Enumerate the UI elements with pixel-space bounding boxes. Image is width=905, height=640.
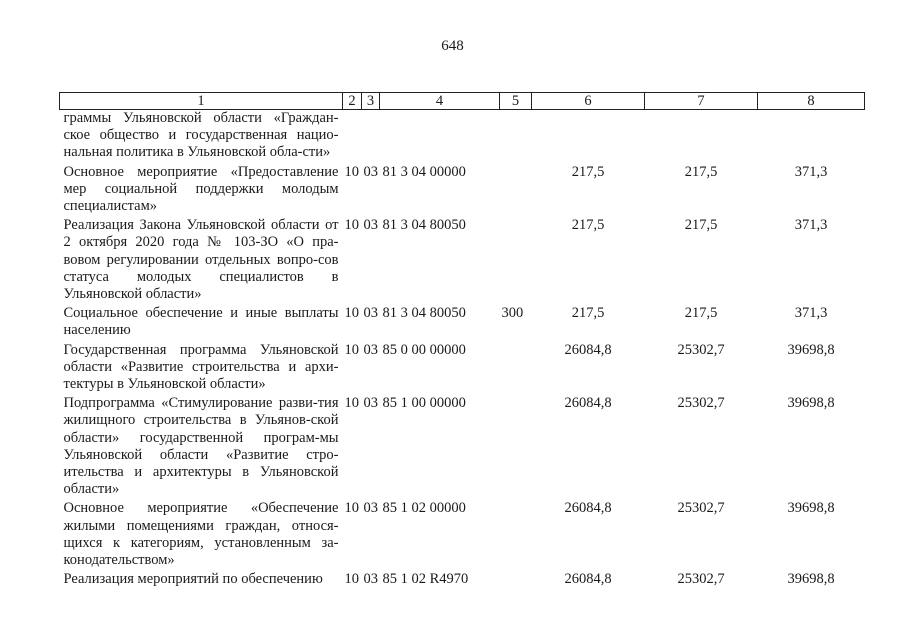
cell-expense-type bbox=[500, 500, 532, 571]
cell-amount-3: 39698,8 bbox=[787, 395, 835, 412]
cell-section bbox=[343, 110, 362, 164]
table-row bbox=[60, 571, 865, 588]
column-header: 4 bbox=[380, 93, 500, 110]
cell-expense-type bbox=[500, 110, 532, 164]
row-name: Подпрограмма «Стимулирование разви-тия жилищного строительства в Ульянов-ской области» государственной програм-мы Ульяновской области «Развитие стро-ительства и архитектуры в Ульяновской области» bbox=[63, 395, 339, 498]
cell-target-article: 85 1 00 00000 bbox=[382, 395, 466, 412]
cell-amount-3: 371,3 bbox=[794, 163, 828, 180]
table-row bbox=[60, 110, 865, 164]
cell-subsection: 03 bbox=[363, 571, 378, 588]
cell-expense-type bbox=[500, 217, 532, 305]
row-name: граммы Ульяновской области «Граждан-ское общество и государственная нацио-нальная политика в Ульяновской обла-сти» bbox=[63, 110, 339, 161]
cell-amount-2: 217,5 bbox=[684, 305, 718, 322]
cell-amount-1: 26084,8 bbox=[564, 341, 612, 358]
row-name: Социальное обеспечение и иные выплаты населению bbox=[63, 305, 339, 339]
column-header: 2 bbox=[343, 93, 362, 110]
cell-target-article: 81 3 04 00000 bbox=[382, 163, 466, 180]
cell-amount-1: 26084,8 bbox=[564, 395, 612, 412]
cell-target-article: 85 1 02 00000 bbox=[382, 500, 466, 517]
cell-subsection bbox=[362, 110, 380, 164]
column-header: 7 bbox=[645, 93, 758, 110]
cell-expense-type: 300 bbox=[501, 305, 524, 322]
cell-expense-type bbox=[500, 395, 532, 500]
cell-section: 10 bbox=[344, 217, 359, 234]
cell-amount-1: 26084,8 bbox=[564, 500, 612, 517]
cell-amount-2: 217,5 bbox=[684, 163, 718, 180]
cell-expense-type bbox=[500, 571, 532, 588]
cell-amount-1: 217,5 bbox=[571, 305, 605, 322]
cell-amount-3: 39698,8 bbox=[787, 500, 835, 517]
table-row bbox=[60, 217, 865, 305]
cell-subsection: 03 bbox=[363, 305, 378, 322]
row-name: Основное мероприятие «Обеспечение жилыми помещениями граждан, относя-щихся к категориям, установленным за-конодательством» bbox=[63, 500, 339, 569]
table-row bbox=[60, 164, 865, 218]
cell-section: 10 bbox=[344, 163, 359, 180]
cell-amount-2: 217,5 bbox=[684, 217, 718, 234]
cell-expense-type bbox=[500, 342, 532, 396]
table-header-row bbox=[60, 93, 865, 110]
row-name: Основное мероприятие «Предоставление мер социальной поддержки молодым специалистам» bbox=[63, 163, 339, 215]
page-number: 648 bbox=[441, 38, 464, 54]
cell-amount-3: 371,3 bbox=[794, 305, 828, 322]
row-name: Реализация мероприятий по обеспечению bbox=[63, 571, 323, 588]
column-header: 5 bbox=[500, 93, 532, 110]
cell-amount-1: 26084,8 bbox=[564, 571, 612, 588]
cell-subsection: 03 bbox=[363, 500, 378, 517]
column-header: 6 bbox=[532, 93, 645, 110]
cell-subsection: 03 bbox=[363, 217, 378, 234]
cell-amount-3: 39698,8 bbox=[787, 571, 835, 588]
table-row bbox=[60, 395, 865, 500]
cell-amount-2: 25302,7 bbox=[677, 571, 725, 588]
cell-expense-type bbox=[500, 164, 532, 218]
column-header: 8 bbox=[758, 93, 865, 110]
cell-amount-2: 25302,7 bbox=[677, 395, 725, 412]
column-header: 1 bbox=[60, 93, 343, 110]
cell-target-article: 85 1 02 R4970 bbox=[382, 571, 469, 588]
cell-target-article: 81 3 04 80050 bbox=[382, 217, 466, 234]
cell-amount-2: 25302,7 bbox=[677, 341, 725, 358]
cell-section: 10 bbox=[344, 571, 359, 588]
cell-target-article: 81 3 04 80050 bbox=[382, 305, 466, 322]
cell-amount-1 bbox=[532, 110, 645, 164]
cell-section: 10 bbox=[344, 395, 359, 412]
cell-amount-2 bbox=[645, 110, 758, 164]
column-header: 3 bbox=[362, 93, 380, 110]
cell-amount-3: 371,3 bbox=[794, 217, 828, 234]
cell-target-article: 85 0 00 00000 bbox=[382, 341, 466, 358]
row-name: Реализация Закона Ульяновской области от 2 октября 2020 года № 103-ЗО «О пра-вовом регулировании отдельных вопро-сов статуса молодых специалистов в Ульяновской области» bbox=[63, 217, 339, 303]
cell-amount-1: 217,5 bbox=[571, 217, 605, 234]
cell-section: 10 bbox=[344, 305, 359, 322]
table-row bbox=[60, 342, 865, 396]
cell-subsection: 03 bbox=[363, 163, 378, 180]
cell-amount-1: 217,5 bbox=[571, 163, 605, 180]
table-row bbox=[60, 305, 865, 341]
row-name: Государственная программа Ульяновской области «Развитие строительства и архи-тектуры в Ульяновской области» bbox=[63, 341, 339, 393]
cell-subsection: 03 bbox=[363, 395, 378, 412]
cell-amount-3 bbox=[758, 110, 865, 164]
cell-amount-2: 25302,7 bbox=[677, 500, 725, 517]
cell-target-article bbox=[380, 110, 500, 164]
cell-amount-3: 39698,8 bbox=[787, 341, 835, 358]
budget-table bbox=[59, 92, 865, 588]
cell-section: 10 bbox=[344, 341, 359, 358]
cell-section: 10 bbox=[344, 500, 359, 517]
table-row bbox=[60, 500, 865, 571]
cell-subsection: 03 bbox=[363, 341, 378, 358]
